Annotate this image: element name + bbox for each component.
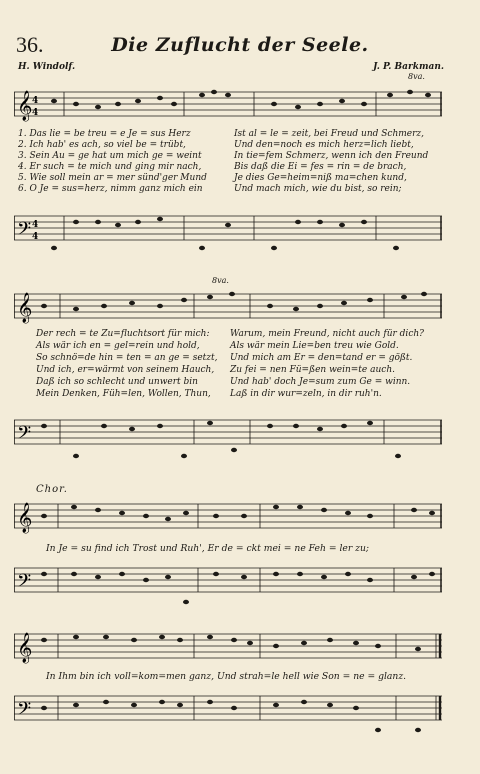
system-1-treble-staff <box>14 82 442 126</box>
octave-marking-2: 8va. <box>212 276 229 285</box>
chorus-2-bass-staff <box>14 688 442 738</box>
hymn-number: 36. <box>16 32 44 57</box>
verse-line: Und mich am Er = den=tand er = gößt. <box>230 353 413 363</box>
verse-line: 6. O Je = sus=herz, nimm ganz mich ein <box>18 184 203 194</box>
system-2-treble-staff <box>14 284 442 328</box>
verse-line: Und ich, er=wärmt von seinem Hauch, <box>36 365 215 375</box>
chorus-1-bass-staff <box>14 560 442 610</box>
system-1-bass-staff <box>14 208 442 264</box>
svg-text:4: 4 <box>32 108 39 118</box>
verse-line: Und hab' doch Je=sum zum Ge = winn. <box>230 377 411 387</box>
verse-line: 5. Wie soll mein ar = mer sünd'ger Mund <box>18 173 207 183</box>
verse-line: 4. Er such = te mich und ging mir nach, <box>18 162 202 172</box>
svg-text:4: 4 <box>32 232 39 242</box>
svg-text:𝄞: 𝄞 <box>17 91 33 121</box>
verse-line: 3. Sein Au = ge hat um mich ge = weint <box>18 151 202 161</box>
chorus-1-treble-staff <box>14 496 442 536</box>
verse-line: Ist al = le = zeit, bei Freud und Schmerz, <box>234 129 425 139</box>
hymn-title: Die Zuflucht der Seele. <box>111 34 369 56</box>
verse-line: Bis daß die Ei = fes = rin = de brach, <box>234 162 407 172</box>
svg-text:𝄢: 𝄢 <box>17 219 32 244</box>
chorus-lyric-line-2: In Ihm bin ich voll=kom=men ganz, Und strah=le hell wie Son = ne = glanz. <box>46 671 407 682</box>
chorus-label: Chor. <box>36 484 68 495</box>
verse-line: 1. Das lie = be treu = e Je = sus Herz <box>18 129 191 139</box>
verse-line: In tie=fem Schmerz, wenn ich den Freund <box>234 151 429 161</box>
verse-line: Daß ich so schlecht und unwert bin <box>36 377 198 387</box>
svg-text:𝄞: 𝄞 <box>17 503 33 533</box>
verse-line: Als wär mein Lie=ben treu wie Gold. <box>230 341 399 351</box>
octave-marking-1: 8va. <box>408 72 425 81</box>
verse-line: Mein Denken, Füh=len, Wollen, Thun, <box>36 389 211 399</box>
svg-text:𝄢: 𝄢 <box>17 423 32 448</box>
svg-text:4: 4 <box>32 96 39 106</box>
svg-text:𝄞: 𝄞 <box>17 293 33 323</box>
svg-text:𝄢: 𝄢 <box>17 571 32 596</box>
verse-line: Als wär ich en = gel=rein und hold, <box>36 341 200 351</box>
verse-line: Je dies Ge=heim=niß ma=chen kund, <box>234 173 407 183</box>
verse-line: So schnö=de hin = ten = an ge = setzt, <box>36 353 218 363</box>
arranger-credit: J. P. Barkman. <box>373 62 444 72</box>
system-2-bass-staff <box>14 410 442 470</box>
chorus-2-treble-staff <box>14 626 442 666</box>
verse-line: Der rech = te Zu=fluchtsort für mich: <box>36 329 210 339</box>
verse-line: Laß in dir wur=zeln, in dir ruh'n. <box>230 389 382 399</box>
chorus-lyric-line-1: In Je = su find ich Trost und Ruh', Er de = ckt mei = ne Feh = ler zu; <box>46 543 369 554</box>
verse-line: Warum, mein Freund, nicht auch für dich? <box>230 329 424 339</box>
verse-line: Und den=noch es mich herz=lich liebt, <box>234 140 414 150</box>
verse-line: 2. Ich hab' es ach, so viel be = trübt, <box>18 140 186 150</box>
verse-line: Zu fei = nen Fü=ßen wein=te auch. <box>230 365 395 375</box>
svg-text:4: 4 <box>32 220 39 230</box>
composer-credit: H. Windolf. <box>18 62 76 72</box>
svg-text:𝄞: 𝄞 <box>17 633 33 663</box>
svg-text:𝄢: 𝄢 <box>17 699 32 724</box>
verse-line: Und mach mich, wie du bist, so rein; <box>234 184 402 194</box>
